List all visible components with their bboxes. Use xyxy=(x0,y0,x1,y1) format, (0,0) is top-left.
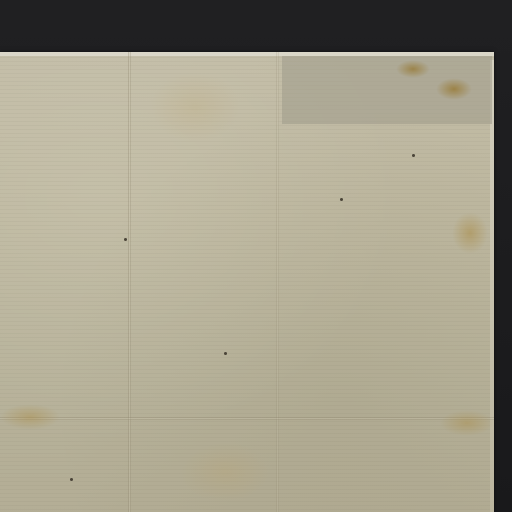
stain xyxy=(150,72,240,142)
horizontal-fold-line xyxy=(0,417,494,420)
vertical-fold-line xyxy=(276,52,279,512)
stain xyxy=(440,410,494,436)
speck xyxy=(412,154,415,157)
stain xyxy=(396,60,430,78)
stain xyxy=(436,78,472,100)
stain xyxy=(180,442,270,502)
speck xyxy=(340,198,343,201)
speck xyxy=(224,352,227,355)
paper-sheet xyxy=(0,52,494,512)
speck xyxy=(70,478,73,481)
speck xyxy=(124,238,127,241)
stain xyxy=(0,404,60,430)
paper-right-edge xyxy=(490,60,494,512)
vertical-fold-line xyxy=(128,52,131,512)
stain xyxy=(452,212,488,254)
